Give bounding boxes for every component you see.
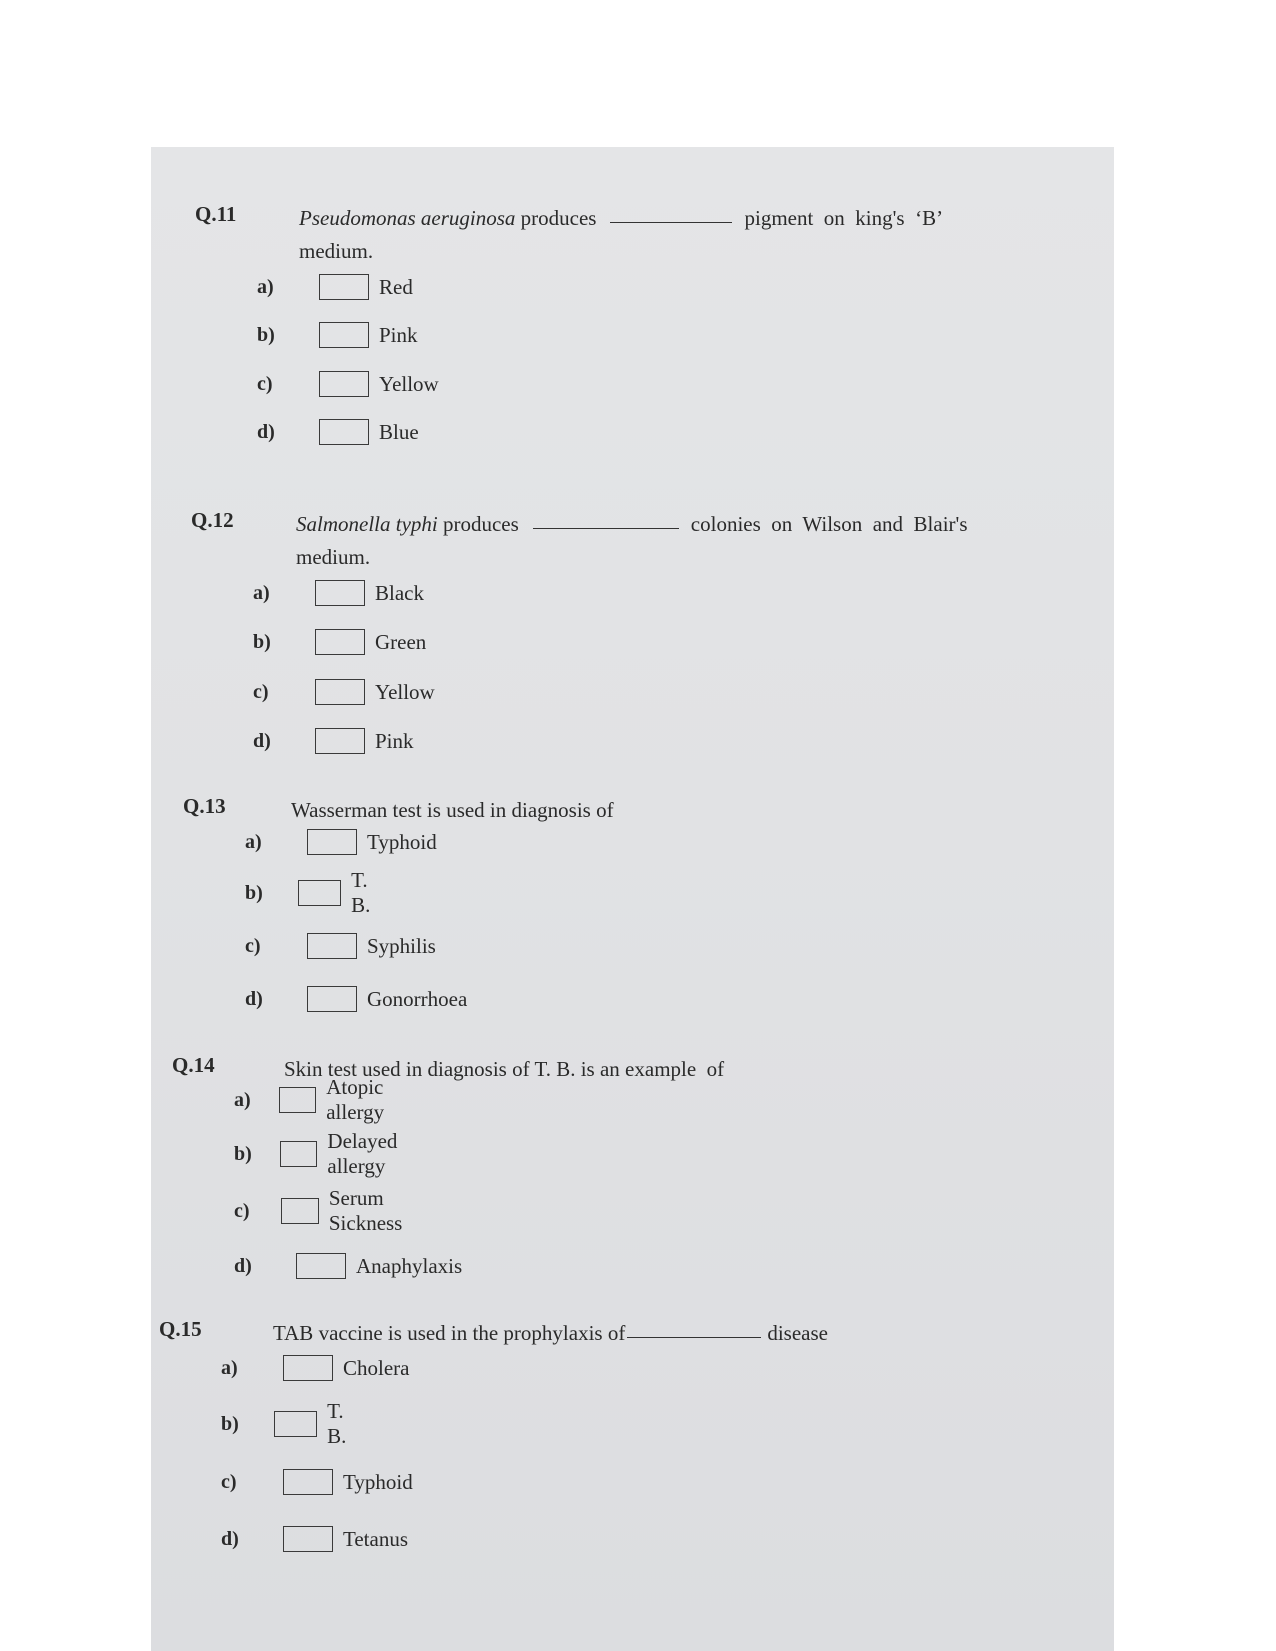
option-text: Yellow bbox=[379, 371, 439, 396]
option-text: Pink bbox=[375, 728, 414, 753]
option-text: T. B. bbox=[351, 868, 371, 917]
option-text: Blue bbox=[379, 419, 419, 444]
question-number: Q.15 bbox=[159, 1317, 202, 1341]
question-text-after-blank: disease bbox=[767, 1321, 828, 1345]
option-d bbox=[234, 1251, 462, 1281]
option-b bbox=[257, 320, 418, 350]
answer-checkbox[interactable] bbox=[281, 1198, 319, 1224]
answer-checkbox[interactable] bbox=[283, 1469, 333, 1495]
option-letter: c) bbox=[257, 372, 273, 395]
option-text: Tetanus bbox=[343, 1526, 409, 1551]
answer-checkbox[interactable] bbox=[315, 728, 365, 754]
question-text-before-blank: produces bbox=[437, 512, 519, 536]
option-a bbox=[253, 578, 424, 608]
option-letter: a) bbox=[221, 1356, 238, 1379]
option-text: Red bbox=[379, 274, 413, 299]
option-text: Delayed allergy bbox=[327, 1129, 398, 1178]
question-text-before-blank: produces bbox=[515, 206, 597, 230]
answer-checkbox[interactable] bbox=[283, 1526, 333, 1552]
option-letter: a) bbox=[234, 1088, 251, 1111]
option-text: Atopic allergy bbox=[326, 1075, 385, 1124]
option-c bbox=[253, 677, 435, 707]
option-a bbox=[245, 827, 437, 857]
answer-checkbox[interactable] bbox=[319, 419, 369, 445]
question-text-line2: medium. bbox=[299, 239, 374, 263]
option-b bbox=[245, 868, 386, 917]
option-letter: a) bbox=[257, 275, 274, 298]
option-text: Yellow bbox=[375, 679, 435, 704]
answer-checkbox[interactable] bbox=[315, 580, 365, 606]
option-letter: c) bbox=[253, 680, 269, 703]
answer-checkbox[interactable] bbox=[319, 322, 369, 348]
question-text-line1: Wasserman test is used in diagnosis of bbox=[291, 798, 614, 822]
option-c bbox=[221, 1467, 413, 1497]
option-text: Cholera bbox=[343, 1355, 410, 1380]
answer-checkbox[interactable] bbox=[298, 880, 341, 906]
option-letter: c) bbox=[234, 1199, 250, 1222]
question-italic-term: Pseudomonas aeruginosa bbox=[299, 206, 516, 230]
answer-checkbox[interactable] bbox=[319, 274, 369, 300]
option-a bbox=[234, 1075, 414, 1124]
option-letter: b) bbox=[221, 1412, 239, 1435]
option-text: Black bbox=[375, 580, 424, 605]
answer-checkbox[interactable] bbox=[319, 371, 369, 397]
option-letter: c) bbox=[221, 1470, 237, 1493]
question-text-before-blank: TAB vaccine is used in the prophylaxis of bbox=[273, 1321, 626, 1345]
option-text: Serum Sickness bbox=[328, 1186, 403, 1235]
question-text bbox=[296, 508, 1056, 574]
option-letter: b) bbox=[245, 881, 263, 904]
option-text: Green bbox=[375, 629, 427, 654]
answer-checkbox[interactable] bbox=[279, 1087, 316, 1113]
option-letter: d) bbox=[257, 420, 275, 443]
option-letter: b) bbox=[257, 323, 275, 346]
answer-checkbox[interactable] bbox=[274, 1411, 317, 1437]
option-b bbox=[221, 1399, 362, 1448]
option-d bbox=[257, 417, 419, 447]
option-text: Typhoid bbox=[343, 1469, 413, 1494]
option-b bbox=[234, 1129, 426, 1178]
option-letter: c) bbox=[245, 934, 261, 957]
answer-checkbox[interactable] bbox=[307, 933, 357, 959]
question-text-after-blank: colonies on Wilson and Blair's bbox=[690, 512, 968, 536]
question-number: Q.12 bbox=[191, 508, 234, 532]
answer-blank bbox=[533, 527, 679, 529]
option-a bbox=[221, 1353, 409, 1383]
option-letter: d) bbox=[253, 729, 271, 752]
question-text-after-blank: pigment on king's ‘B’ bbox=[744, 206, 944, 230]
option-b bbox=[253, 627, 426, 657]
option-letter: d) bbox=[245, 987, 263, 1010]
question-text-line1: Skin test used in diagnosis of T. B. is an example of bbox=[284, 1057, 725, 1081]
option-c bbox=[257, 369, 439, 399]
answer-checkbox[interactable] bbox=[307, 986, 357, 1012]
option-c bbox=[234, 1186, 430, 1235]
question-number: Q.14 bbox=[172, 1053, 215, 1077]
option-a bbox=[257, 272, 413, 302]
question-number: Q.11 bbox=[195, 202, 237, 226]
question-text-line2: medium. bbox=[296, 545, 371, 569]
answer-blank bbox=[627, 1336, 761, 1338]
question-italic-term: Salmonella typhi bbox=[296, 512, 438, 536]
option-text: Pink bbox=[379, 322, 418, 347]
question-text bbox=[273, 1317, 973, 1350]
answer-checkbox[interactable] bbox=[296, 1253, 346, 1279]
answer-blank bbox=[610, 221, 732, 223]
option-letter: d) bbox=[234, 1254, 252, 1277]
option-letter: b) bbox=[253, 630, 271, 653]
exam-page bbox=[151, 147, 1114, 1651]
option-c bbox=[245, 931, 436, 961]
answer-checkbox[interactable] bbox=[307, 829, 357, 855]
answer-checkbox[interactable] bbox=[315, 679, 365, 705]
question-number: Q.13 bbox=[183, 794, 226, 818]
option-text: Typhoid bbox=[367, 829, 437, 854]
option-text: Syphilis bbox=[367, 933, 436, 958]
option-letter: a) bbox=[253, 581, 270, 604]
option-d bbox=[221, 1524, 408, 1554]
question-text bbox=[299, 202, 1039, 268]
question-text bbox=[291, 794, 891, 827]
option-text: Anaphylaxis bbox=[356, 1253, 463, 1278]
option-d bbox=[245, 984, 467, 1014]
option-text: Gonorrhoea bbox=[367, 986, 468, 1011]
option-d bbox=[253, 726, 414, 756]
answer-checkbox[interactable] bbox=[283, 1355, 333, 1381]
option-text: T. B. bbox=[327, 1399, 347, 1448]
option-letter: b) bbox=[234, 1142, 252, 1165]
option-letter: a) bbox=[245, 830, 262, 853]
answer-checkbox[interactable] bbox=[315, 629, 365, 655]
option-letter: d) bbox=[221, 1527, 239, 1550]
answer-checkbox[interactable] bbox=[280, 1141, 318, 1167]
